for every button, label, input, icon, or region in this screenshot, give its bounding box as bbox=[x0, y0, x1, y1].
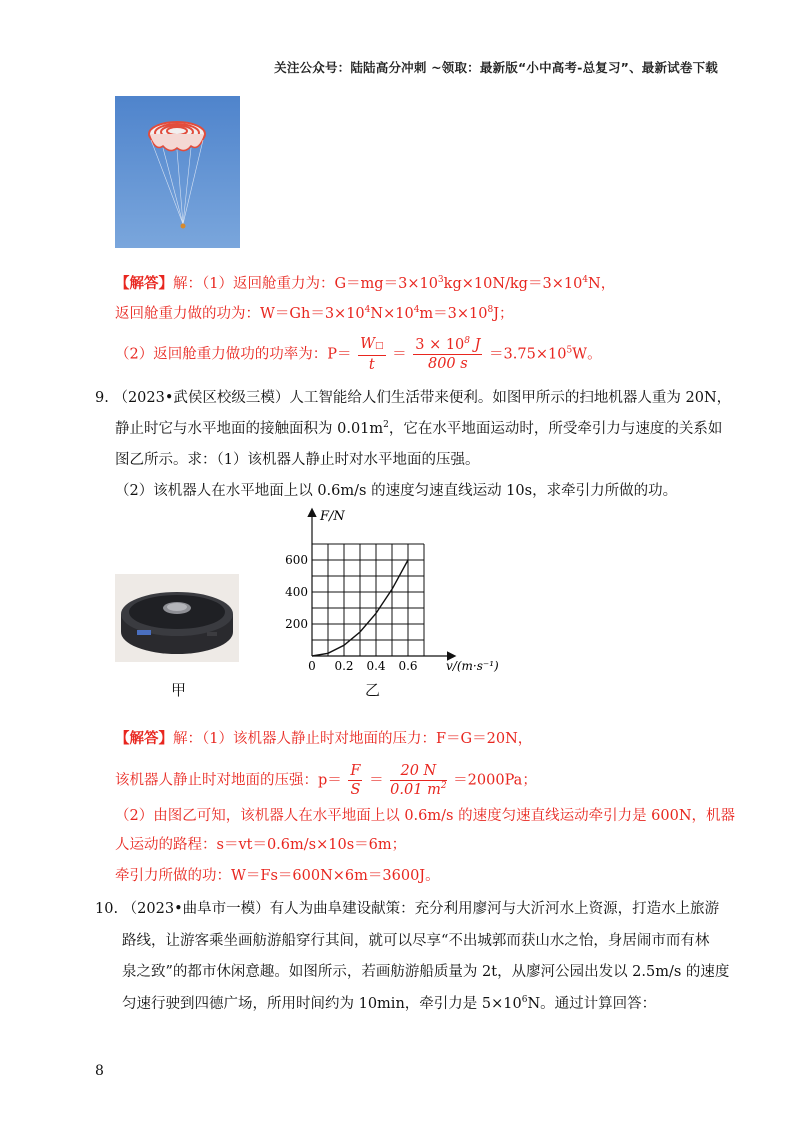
parachute-canopy-icon bbox=[149, 122, 205, 151]
q9-answer-line1: 【解答】解：（1）该机器人静止时对地面的压力：F＝G＝20N， bbox=[115, 730, 533, 747]
parachute-photo bbox=[115, 96, 240, 248]
y-tick-label: 400 bbox=[285, 585, 308, 599]
force-velocity-chart-svg bbox=[280, 500, 510, 690]
q10-line2: 路线，让游客乘坐画舫游船穿行其间，就可以尽享“不出城郭而获山水之怡，身居闹市而有林 bbox=[122, 933, 710, 949]
y-axis-label: F/N bbox=[320, 509, 345, 524]
page-header: 关注公众号：陆陆高分冲刺 ~领取：最新版“小中高考-总复习”、最新试卷下载 bbox=[274, 60, 718, 75]
y-tick-label: 200 bbox=[285, 617, 308, 631]
robot-vacuum-photo bbox=[115, 574, 239, 662]
fraction-f-over-s: $\frac{F}{S}$ bbox=[350, 763, 361, 798]
x-axis-label: v/(m·s⁻¹) bbox=[446, 659, 499, 673]
y-tick-label: 600 bbox=[285, 553, 308, 567]
q9-line1: 9. （2023•武侯区校级三模）人工智能给人们生活带来便利。如图甲所示的扫地机器人重为 20N， bbox=[95, 390, 732, 406]
q9-answer-line3: （2）由图乙可知，该机器人在水平地面上以 0.6m/s 的速度匀速直线运动牵引力是 600N，机器 bbox=[115, 808, 736, 824]
q8-answer-line2: 返回舱重力做的功为：$W=Gh=3\times 10^4N\times 10^4m=3\times 10^8J$； bbox=[115, 305, 514, 322]
figure-caption-jia: 甲 bbox=[171, 681, 187, 699]
page-number: 8 bbox=[95, 1063, 104, 1079]
figure-caption-yi: 乙 bbox=[365, 681, 381, 699]
fraction-w-over-t: $\frac{W□}{t}$ bbox=[360, 336, 384, 373]
q10-line3: 泉之致”的都市休闲意趣。如图所示，若画舫游船质量为 2t，从廖河公园出发以 2.5m/s 的速度 bbox=[122, 964, 730, 980]
q9-answer-line2: 该机器人静止时对地面的压强：p＝ $\frac{F}{S}$ ＝ $\frac{20 N}{0.01 m^2}$ ＝2000Pa； bbox=[115, 763, 537, 798]
force-velocity-chart bbox=[280, 500, 510, 690]
x-tick-label: 0 bbox=[308, 659, 316, 673]
q9-line2: 静止时它与水平地面的接触面积为 $0.01m^2$，它在水平地面运动时，所受牵引力与速度的关系如 bbox=[115, 420, 723, 437]
q9-answer-line5: 牵引力所做的功：W＝Fs＝600N×6m＝3600J。 bbox=[115, 868, 440, 884]
fraction-work-over-time: $\frac{3 \times 10^8 J}{800 s}$ bbox=[415, 336, 481, 372]
x-tick-label: 0.4 bbox=[366, 659, 386, 673]
x-tick-label: 0.2 bbox=[334, 659, 354, 673]
x-tick-label: 0.6 bbox=[398, 659, 418, 673]
q9-line4: （2）该机器人在水平地面上以 0.6m/s 的速度匀速直线运动 10s，求牵引力所做的功。 bbox=[115, 483, 678, 499]
q9-answer-line4: 人运动的路程：s＝vt＝0.6m/s×10s＝6m； bbox=[115, 837, 407, 853]
q9-line3: 图乙所示。求：（1）该机器人静止时对水平地面的压强。 bbox=[115, 452, 480, 468]
q10-line1: 10. （2023•曲阜市一模）有人为曲阜建设献策：充分利用廖河与大沂河水上资源，打造水上旅游 bbox=[95, 901, 720, 917]
fraction-pressure-values: $\frac{20 N}{0.01 m^2}$ bbox=[390, 763, 447, 798]
q8-answer-line1: 【解答】解：（1）返回舱重力为：$G=mg=3\times 10^3kg\times 10N/kg=3\times 10^4N$， bbox=[115, 275, 616, 292]
q10-line4: 匀速行驶到四德广场，所用时间约为 10min，牵引力是 $5\times 10^6N$。通过计算回答： bbox=[122, 995, 657, 1012]
q8-answer-line3: （2）返回舱重力做功的功率为：P＝ $\frac{W□}{t}$ ＝ $\frac{3 \times 10^8 J}{800 s}$ $=3.75\times 10^5W$。 bbox=[115, 336, 602, 373]
